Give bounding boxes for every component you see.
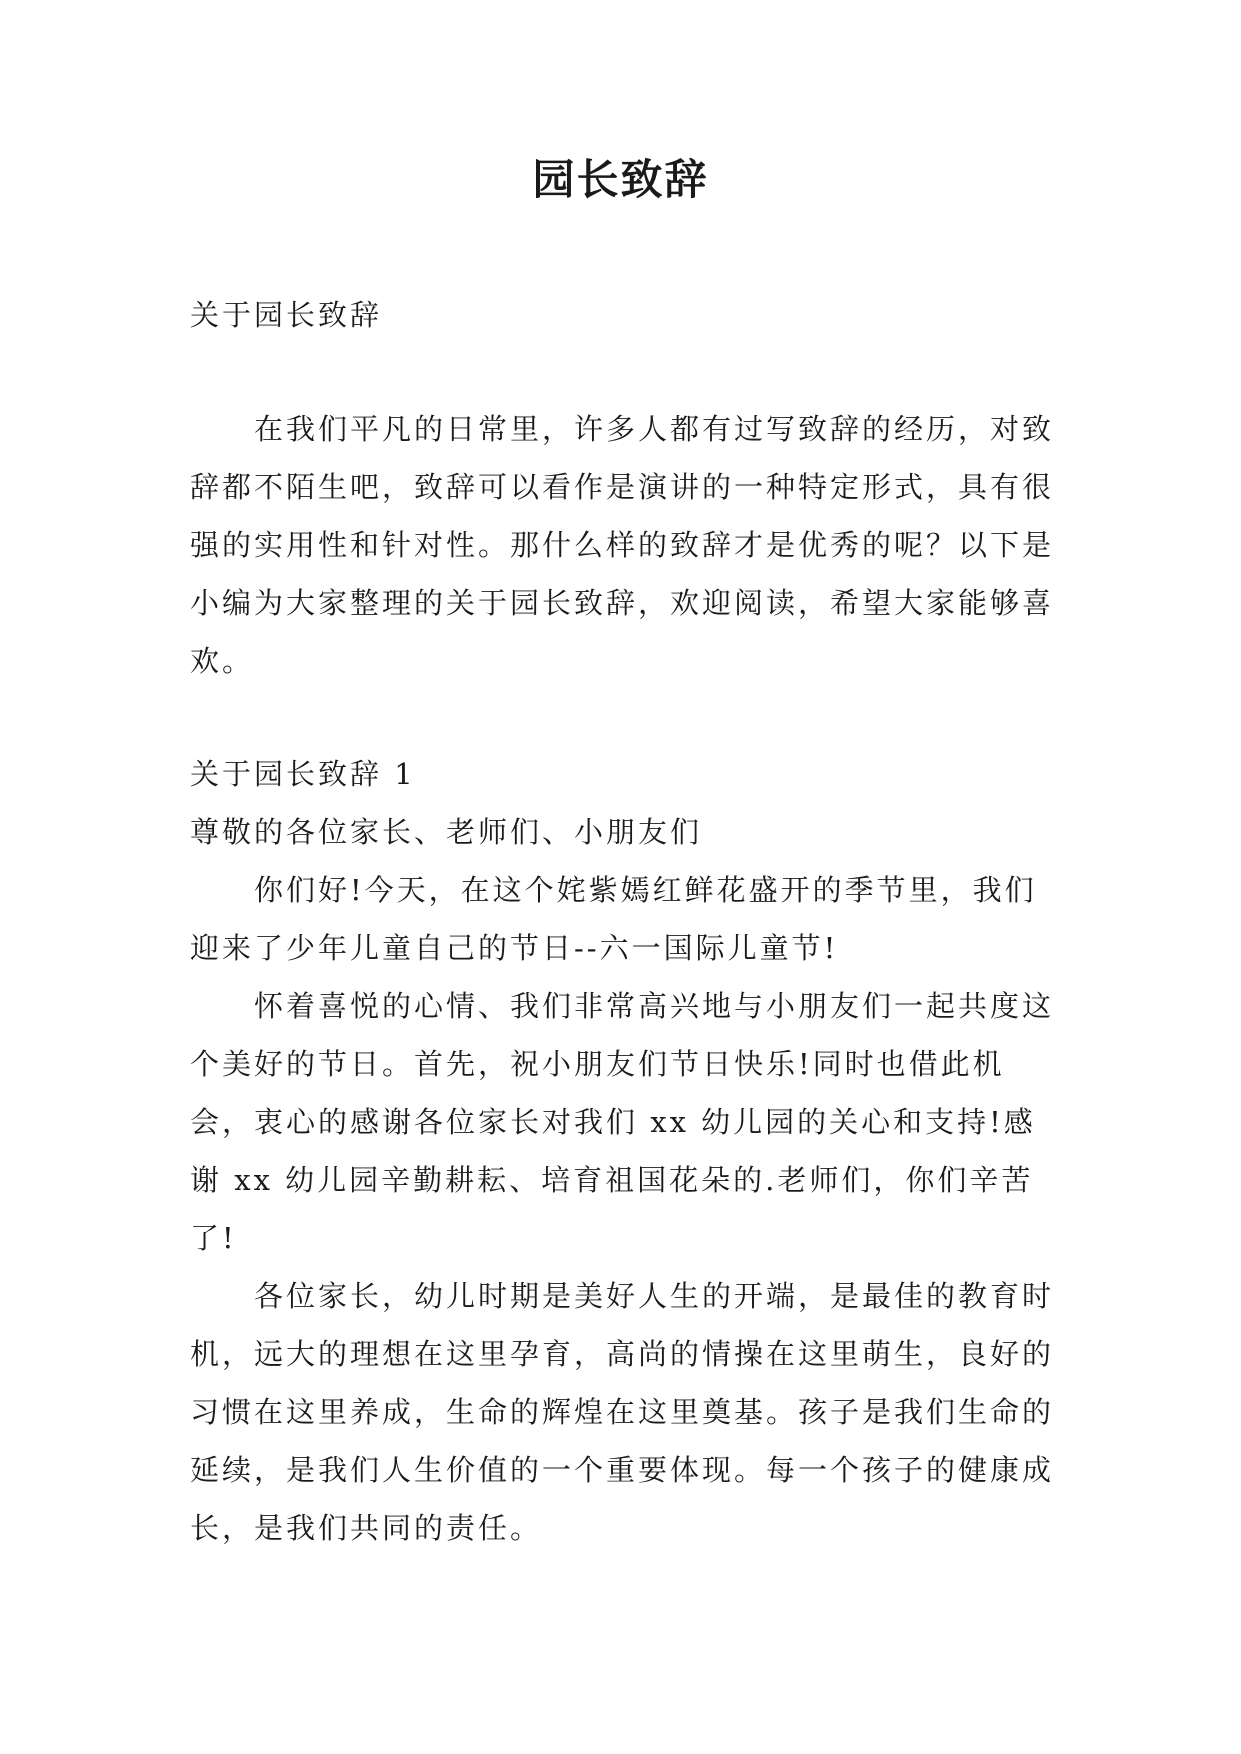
section-heading: 关于园长致辞 1 (190, 757, 416, 791)
salutation: 尊敬的各位家长、老师们、小朋友们 (190, 815, 703, 849)
body-paragraph: 各位家长，幼儿时期是美好人生的开端，是最佳的教育时机，远大的理想在这里孕育，高尚的情操在这里萌生，良好的习惯在这里养成，生命的辉煌在这里奠基。孩子是我们生命的延续，是我们人生价值的一个重要体现。每一个孩子的健康成长，是我们共同的责任。 (190, 1279, 1055, 1545)
sub-heading: 关于园长致辞 (190, 298, 383, 332)
body-paragraph: 怀着喜悦的心情、我们非常高兴地与小朋友们一起共度这个美好的节日。首先，祝小朋友们节日快乐!同时也借此机会，衷心的感谢各位家长对我们 xx 幼儿园的关心和支持!感谢 xx 幼儿园辛勤耕耘、培育祖国花朵的.老师们，你们辛苦了! (190, 989, 1055, 1255)
document-title: 园长致辞 (532, 155, 709, 204)
intro-paragraph: 在我们平凡的日常里，许多人都有过写致辞的经历，对致辞都不陌生吧，致辞可以看作是演讲的一种特定形式，具有很强的实用性和针对性。那什么样的致辞才是优秀的呢？以下是小编为大家整理的关于园长致辞，欢迎阅读，希望大家能够喜欢。 (190, 412, 1055, 678)
body-paragraph: 你们好!今天，在这个姹紫嫣红鲜花盛开的季节里，我们迎来了少年儿童自己的节日--六一国际儿童节! (190, 873, 1037, 965)
